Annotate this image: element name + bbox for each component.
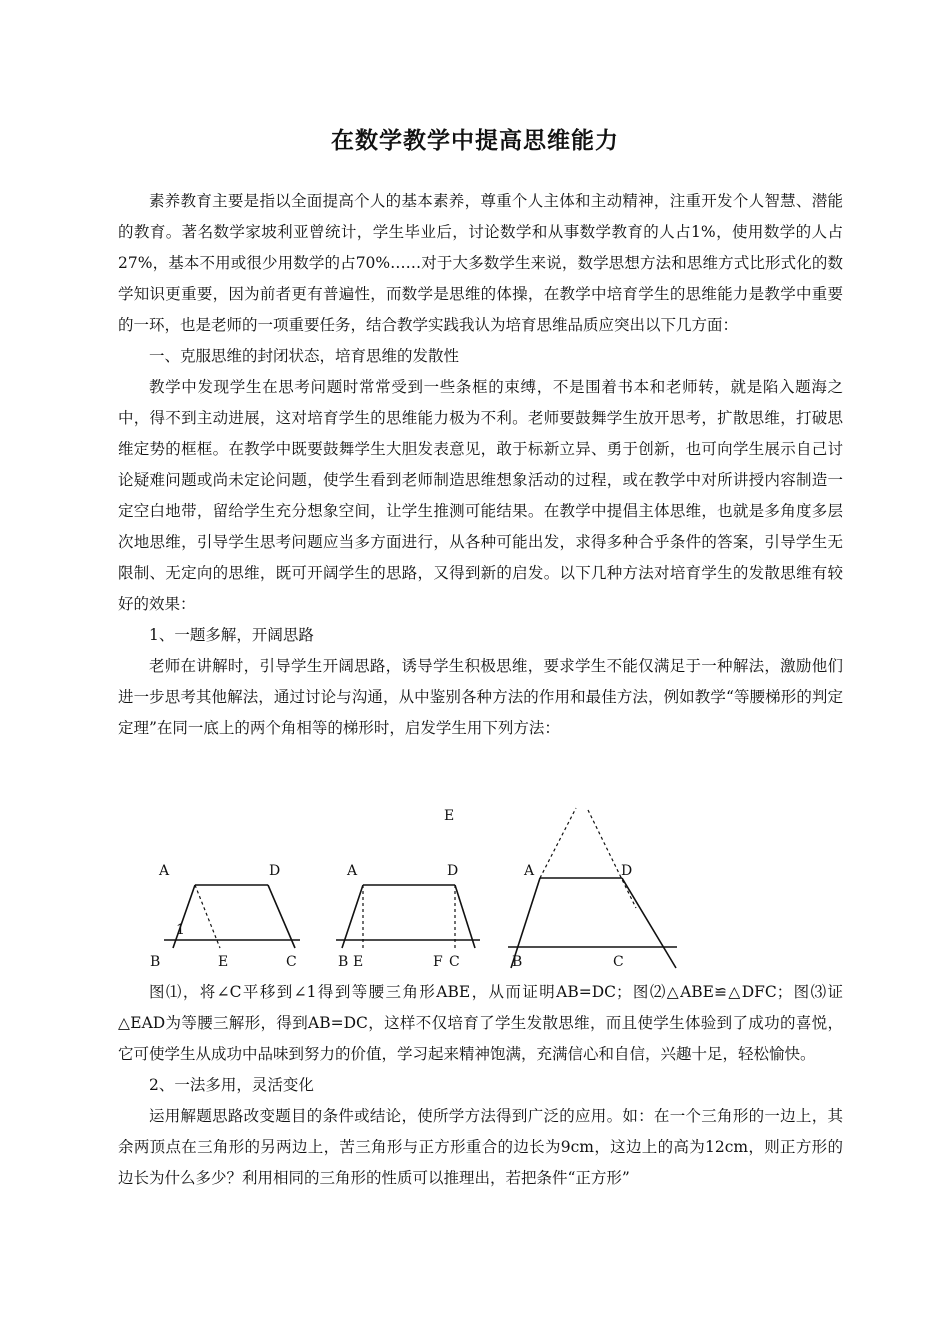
subheading-2: 2、一法多用，灵活变化 <box>149 1076 314 1094</box>
paragraph-divergent: 教学中发现学生在思考问题时常常受到一些条框的束缚，不是围着书本和老师转，就是陷入题海之中，得不到主动进展，这对培育学生的思维能力极为不利。老师要鼓舞学生放开思考，扩散思维，打破思维定势的框框。在教学中既要鼓舞学生大胆发表意见，敢于标新立异、勇于创新，也可向学生展示自己讨论疑难问题或尚未定论问题，使学生看到老师制造思维想象活动的过程，或在教学中对所讲授内容制造一定空白地带，留给学生充分想象空间，让学生推测可能结果。在教学中提倡主体思维，也就是多角度多层次地思维，引导学生思考问题应当多方面进行，从各种可能出发，求得多种合乎条件的答案，引导学生无限制、无定向的思维，既可开阔学生的思路，又得到新的启发。以下几种方法对培育学生的发散思维有较好的效果： <box>118 378 843 613</box>
fig2-label-D: D <box>447 863 459 879</box>
paragraph-figure-explanation: 图⑴，将∠C平移到∠1得到等腰三角形ABE，从而证明AB=DC；图⑵△ABE≌△DFC；图⑶证△EAD为等腰三解形，得到AB=DC，这样不仅培育了学生发散思维，而且使学生体验到了成功的喜悦，它可使学生从成功中品味到努力的价值，学习起来精神饱满，充满信心和自信，兴趣十足，轻松愉快。 <box>118 983 843 1063</box>
paragraph-multiple-solutions: 老师在讲解时，引导学生开阔思路，诱导学生积极思维，要求学生不能仅满足于一种解法，激励他们进一步思考其他解法，通过讨论与沟通，从中鉴别各种方法的作用和最佳方法，例如教学“等腰梯形的判定定理”在同一底上的两个角相等的梯形时，启发学生用下列方法： <box>118 657 843 737</box>
paragraph-one-method: 运用解题思路改变题目的条件或结论，使所学方法得到广泛的应用。如：在一个三角形的一边上，其余两顶点在三角形的另两边上，苦三角形与正方形重合的边长为9cm，这边上的高为12cm，则正方形的边长为什么多少？利用相同的三角形的性质可以推理出，若把条件“正方形” <box>118 1107 843 1187</box>
fig3-label-D: D <box>621 863 633 879</box>
fig1-label-D: D <box>269 863 281 879</box>
figure-3 <box>444 808 677 970</box>
text-block-lower <box>118 977 843 1194</box>
trapezoid-figures <box>140 790 700 980</box>
figure-2 <box>336 863 480 970</box>
fig2-label-A: A <box>347 863 358 879</box>
fig1-label-C: C <box>286 954 297 970</box>
section-heading-1: 一、克服思维的封闭状态，培育思维的发散性 <box>149 347 460 365</box>
fig1-label-E: E <box>218 954 229 970</box>
fig1-label-A: A <box>159 863 170 879</box>
fig2-label-B: B <box>338 954 349 970</box>
fig3-label-A: A <box>524 863 535 879</box>
figure-1 <box>150 863 300 970</box>
subheading-1: 1、一题多解，开阔思路 <box>149 626 314 644</box>
fig3-label-E: E <box>444 808 455 824</box>
paragraph-intro: 素养教育主要是指以全面提高个人的基本素养，尊重个人主体和主动精神，注重开发个人智慧、潜能的教育。著名数学家坡利亚曾统计，学生毕业后，讨论数学和从事数学教育的人占1%，使用数学的人占27%，基本不用或很少用数学的占70%……对于大多数学生来说，数学思想方法和思维方式比形式化的数学知识更重要，因为前者更有普遍性，而数学是思维的体操，在教学中培育学生的思维能力是教学中重要的一环，也是老师的一项重要任务，结合教学实践我认为培育思维品质应突出以下几方面： <box>118 192 843 334</box>
fig2-label-E: E <box>353 954 364 970</box>
fig1-label-B: B <box>150 954 161 970</box>
fig2-label-F: F <box>433 954 443 970</box>
fig3-label-B: B <box>512 954 523 970</box>
page-title: 在数学教学中提高思维能力 <box>331 128 619 154</box>
fig1-label-angle: 1 <box>176 922 185 938</box>
text-block-upper <box>118 186 843 744</box>
fig3-label-C: C <box>613 954 624 970</box>
fig2-label-C: C <box>449 954 460 970</box>
